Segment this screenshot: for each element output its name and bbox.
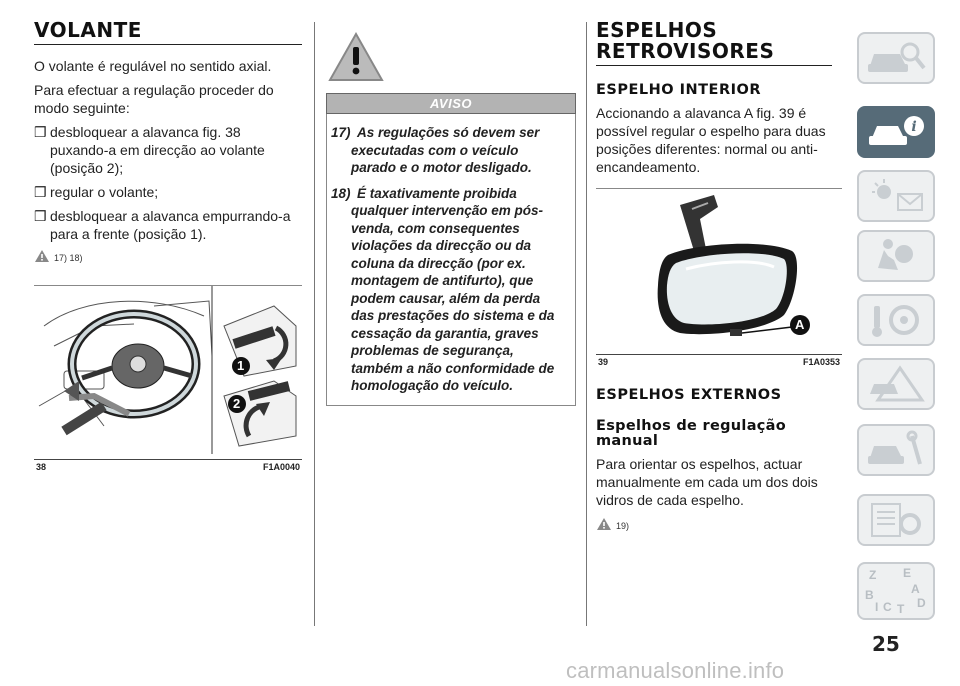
figure-code: F1A0353 bbox=[802, 357, 840, 367]
car-warning-icon bbox=[864, 364, 928, 404]
index-letter: I bbox=[875, 600, 879, 614]
section-title: VOLANTE bbox=[34, 20, 302, 45]
checkbox-icon: ❒ bbox=[34, 124, 47, 140]
figure-label-a: A bbox=[795, 317, 805, 332]
aviso-header: AVISO bbox=[326, 93, 576, 114]
sidebar-tab-service[interactable] bbox=[857, 494, 935, 546]
figure-38 bbox=[34, 285, 302, 472]
figure-number: 39 bbox=[598, 357, 609, 367]
steering-wheel-illustration bbox=[34, 286, 302, 454]
sidebar-tab-steering-key[interactable] bbox=[857, 294, 935, 346]
index-letter: B bbox=[865, 588, 874, 602]
list-item bbox=[34, 123, 302, 177]
list-item-text: regular o volante; bbox=[50, 184, 159, 200]
warning-section bbox=[326, 32, 576, 406]
index-letter: D bbox=[917, 596, 926, 610]
paragraph: Para efectuar a regulação proceder do modo seguinte: bbox=[34, 82, 274, 116]
sidebar-tab-car-info[interactable] bbox=[857, 106, 935, 158]
dashboard-lights-icon bbox=[864, 176, 928, 216]
sidebar-tab-index[interactable] bbox=[857, 562, 935, 620]
list-item-text: desbloquear a alavanca fig. 38 puxando-a em direcção ao volante (posição 2); bbox=[50, 124, 265, 176]
warning-refs: 19) bbox=[616, 521, 630, 531]
column-divider-1 bbox=[314, 22, 315, 626]
figure-label-1: 1 bbox=[237, 358, 245, 373]
index-letter: A bbox=[911, 582, 920, 596]
figure-39 bbox=[596, 188, 842, 367]
index-letter: T bbox=[897, 602, 905, 616]
svg-text:i: i bbox=[911, 119, 917, 135]
subsection-title: ESPELHOS EXTERNOS bbox=[596, 387, 782, 403]
index-letter: Z bbox=[869, 568, 877, 582]
car-info-icon bbox=[864, 112, 928, 152]
figure-code: F1A0040 bbox=[262, 462, 300, 472]
aviso-box bbox=[326, 114, 576, 406]
note-text: As regulações só devem ser bbox=[357, 125, 540, 140]
sidebar-tab-car-warning[interactable] bbox=[857, 358, 935, 410]
list-item-text: desbloquear a alavanca empurrando-a para a frente (posição 1). bbox=[50, 208, 291, 242]
warning-note-18 bbox=[331, 185, 567, 395]
steering-wheel-section bbox=[34, 20, 302, 472]
list-item bbox=[34, 183, 302, 201]
warning-reference bbox=[596, 517, 846, 531]
watermark: carmanualsonline.info bbox=[566, 658, 785, 683]
car-search-icon bbox=[864, 38, 928, 78]
note-number: 17) bbox=[331, 125, 351, 140]
checkbox-icon: ❒ bbox=[34, 208, 47, 224]
warning-reference bbox=[34, 249, 302, 263]
warning-triangle-icon bbox=[596, 517, 612, 531]
paragraph: Para orientar os espelhos, actuar manualmente em cada um dos dois vidros de cada espelho. bbox=[596, 456, 818, 508]
service-gear-icon bbox=[864, 500, 928, 540]
warning-triangle-icon bbox=[34, 249, 50, 263]
paragraph: Accionando a alavanca A fig. 39 é possível regular o espelho para duas posições diferentes: normal ou anti-encandeamento. bbox=[596, 105, 826, 175]
note-text: É taxativamente proibida bbox=[357, 185, 517, 201]
figure-number: 38 bbox=[36, 462, 47, 472]
index-letter: E bbox=[903, 566, 912, 580]
subsection-title: ESPELHO INTERIOR bbox=[596, 82, 762, 98]
car-tools-icon bbox=[864, 430, 928, 470]
mirrors-section bbox=[596, 20, 846, 531]
page-number: 25 bbox=[872, 632, 900, 656]
note-text: executadas com o veículo parado e o motor desligado. bbox=[351, 142, 532, 175]
list-item bbox=[34, 207, 302, 243]
sidebar-tab-car-tools[interactable] bbox=[857, 424, 935, 476]
note-text: qualquer intervenção em pós-venda, com consequentes violações da direcção ou da coluna da direcção (por ex. montagem de antifurto), que podem causar, além da perda das prestações do sistema e da cessação da garantia, graves problemas de segurança, também a não conformidade de homologação do veículo. bbox=[351, 203, 555, 393]
sidebar-tab-airbag[interactable] bbox=[857, 230, 935, 282]
rearview-mirror-illustration bbox=[596, 189, 842, 349]
steering-key-icon bbox=[864, 300, 928, 340]
warning-refs: 17) 18) bbox=[54, 253, 83, 263]
warning-note-17 bbox=[331, 124, 567, 177]
warning-triangle-icon bbox=[328, 32, 384, 82]
sidebar-tab-car-search[interactable] bbox=[857, 32, 935, 84]
airbag-seat-icon bbox=[864, 236, 928, 276]
figure-caption bbox=[34, 459, 302, 472]
section-title: ESPELHOS RETROVISORES bbox=[596, 20, 832, 66]
subsection-title: Espelhos de regulação manual bbox=[596, 418, 787, 449]
figure-caption bbox=[596, 354, 842, 367]
sidebar-tab-dashboard-lights[interactable] bbox=[857, 170, 935, 222]
paragraph: O volante é regulável no sentido axial. bbox=[34, 58, 272, 74]
figure-label-2: 2 bbox=[233, 396, 241, 411]
index-letter: C bbox=[883, 600, 892, 614]
checkbox-icon: ❒ bbox=[34, 184, 47, 200]
column-divider-2 bbox=[586, 22, 587, 626]
note-number: 18) bbox=[331, 185, 351, 201]
